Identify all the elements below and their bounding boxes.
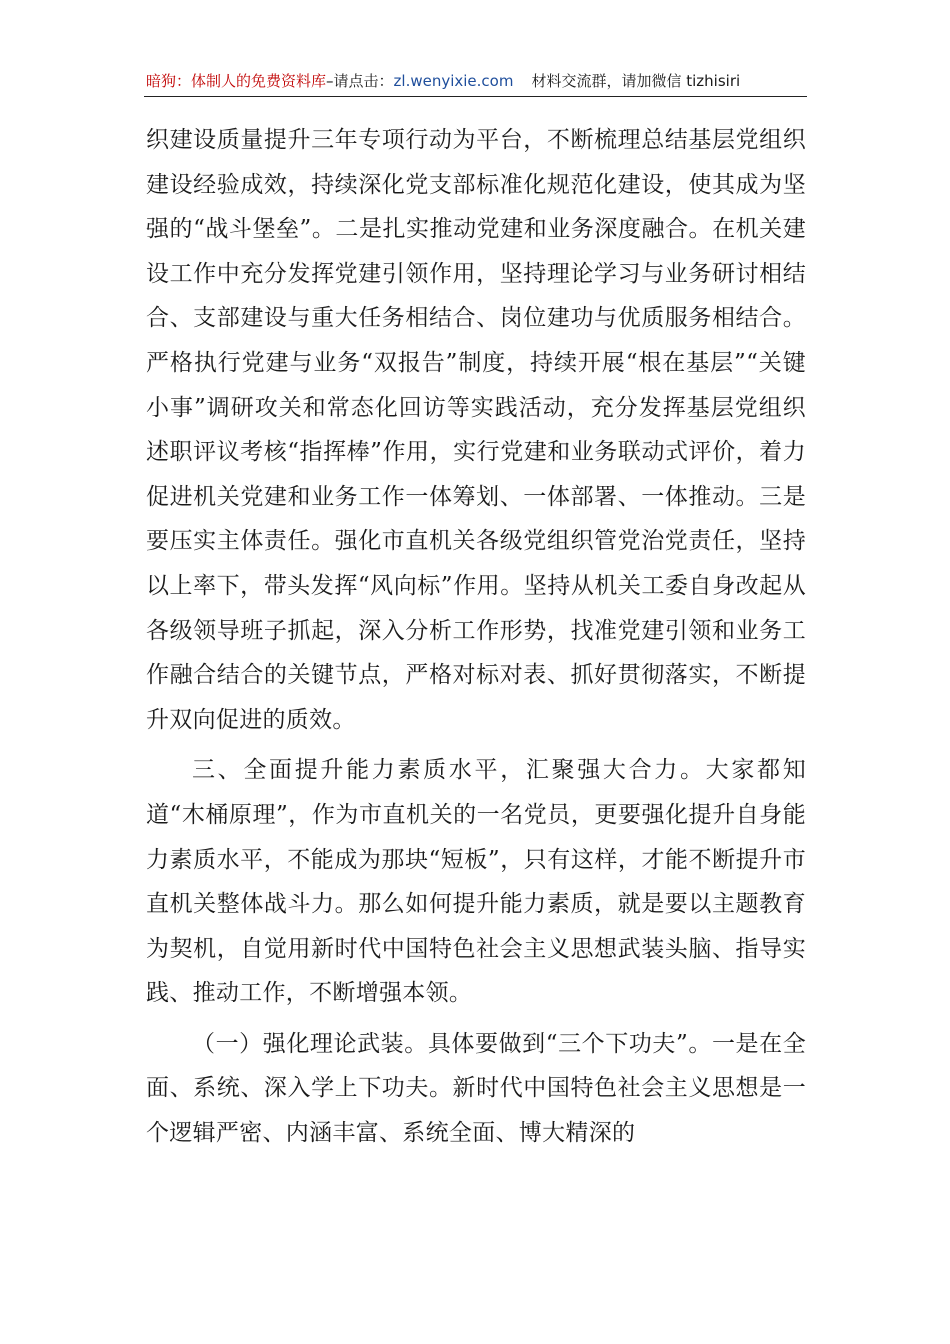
paragraph-section-three: 三、全面提升能力素质水平，汇聚强大合力。大家都知道“木桶原理”，作为市直机关的一名党员，更要强化提升自身能力素质水平，不能成为那块“短板”，只有这样，才能不断提升市直机关整体战斗力。那么如何提升能力素质，就是要以主题教育为契机，自觉用新时代中国特色社会主义思想武装头脑、指导实践、推动工作，不断增强本领。 (146, 757, 806, 1007)
paragraph-subsection-one: （一）强化理论武装。具体要做到“三个下功夫”。一是在全面、系统、深入学上下功夫。新时代中国特色社会主义思想是一个逻辑严密、内涵丰富、系统全面、博大精深的 (146, 1030, 806, 1147)
paragraph-continued: 织建设质量提升三年专项行动为平台，不断梳理总结基层党组织建设经验成效，持续深化党支部标准化规范化建设，使其成为坚强的“战斗堡垒”。二是扎实推动党建和业务深度融合。在机关建设工作中充分发挥党建引领作用，坚持理论学习与业务研讨相结合、支部建设与重大任务相结合、岗位建功与优质服务相结合。严格执行党建与业务“双报告”制度，持续开展“根在基层”“关键小事”调研攻关和常态化回访等实践活动，充分发挥基层党组织述职评议考核“指挥棒”作用，实行党建和业务联动式评价，着力促进机关党建和业务工作一体筹划、一体部署、一体推动。三是要压实主体责任。强化市直机关各级党组织管党治党责任，坚持以上率下，带头发挥“风向标”作用。坚持从机关工委自身改起从各级领导班子抓起，深入分析工作形势，找准党建引领和业务工作融合结合的关键节点，严格对标对表、抓好贯彻落实，不断提升双向促进的质效。 (146, 127, 806, 733)
page-header (146, 68, 806, 94)
header-url-link[interactable]: zl.wenyixie.com (393, 72, 514, 90)
header-group-note: 材料交流群，请加微信 tizhisiri (531, 72, 741, 90)
header-brand: 暗狗：体制人的免费资料库 (146, 72, 327, 90)
header-prompt: –请点击： (326, 72, 394, 90)
header-divider (144, 96, 807, 97)
document-body (146, 118, 806, 1162)
